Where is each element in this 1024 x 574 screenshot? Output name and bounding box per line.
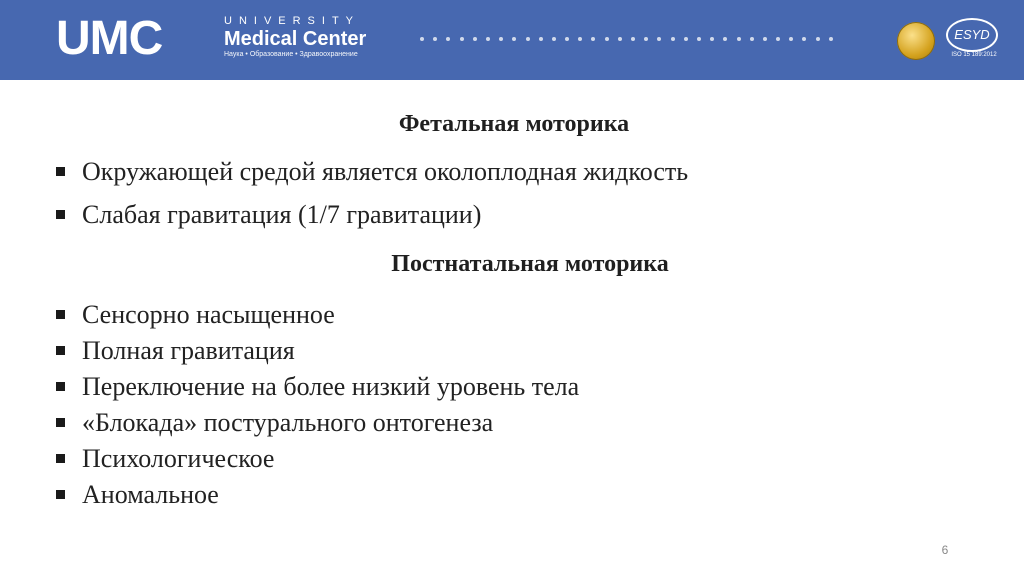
header-dot xyxy=(460,37,464,41)
bullet-square-icon xyxy=(56,418,65,427)
list-item-text: Аномальное xyxy=(82,480,219,509)
header-dot xyxy=(802,37,806,41)
bullet-square-icon xyxy=(56,346,65,355)
logo-university: UNIVERSITY xyxy=(224,15,361,27)
header-dot xyxy=(789,37,793,41)
header-dot xyxy=(605,37,609,41)
esyd-logo-text: ESYD xyxy=(946,18,998,52)
list-item-text: Слабая гравитация (1/7 гравитации) xyxy=(82,200,482,229)
slide-header xyxy=(0,0,1024,80)
header-dot xyxy=(512,37,516,41)
header-dot xyxy=(671,37,675,41)
list-item-text: Сенсорно насыщенное xyxy=(82,300,335,329)
list-item xyxy=(56,369,579,405)
page-number: 6 xyxy=(941,543,949,557)
list-item xyxy=(56,477,579,513)
bullet-square-icon xyxy=(56,454,65,463)
header-dot xyxy=(684,37,688,41)
heading-fetal-motor: Фетальная моторика xyxy=(398,111,630,137)
header-dot xyxy=(486,37,490,41)
header-dot xyxy=(565,37,569,41)
header-dot xyxy=(526,37,530,41)
header-dot xyxy=(657,37,661,41)
header-dot xyxy=(816,37,820,41)
heading-postnatal-motor: Постнатальная моторика xyxy=(391,251,669,277)
header-dot xyxy=(631,37,635,41)
fetal-motor-list xyxy=(56,154,688,240)
list-item xyxy=(56,405,579,441)
logo-medical-center: Medical Center xyxy=(224,28,367,50)
header-dot xyxy=(433,37,437,41)
list-item xyxy=(56,441,579,477)
list-item-text: Окружающей средой является околоплодная жидкость xyxy=(82,157,689,186)
list-item-text: «Блокада» постурального онтогенеза xyxy=(82,408,494,437)
header-dot xyxy=(499,37,503,41)
list-item xyxy=(56,154,688,197)
bullet-square-icon xyxy=(56,382,65,391)
header-dot xyxy=(737,37,741,41)
header-dot xyxy=(829,37,833,41)
header-dot xyxy=(776,37,780,41)
esyd-certification-logo xyxy=(944,18,1000,66)
header-dot xyxy=(591,37,595,41)
header-dot xyxy=(763,37,767,41)
list-item-text: Полная гравитация xyxy=(82,336,295,365)
iso-label: ISO 15 189:2012 xyxy=(951,52,997,58)
header-dot xyxy=(710,37,714,41)
header-dot xyxy=(618,37,622,41)
gold-seal-icon xyxy=(897,22,935,60)
list-item-text: Психологическое xyxy=(82,444,275,473)
logo-tagline: Наука • Образование • Здравоохранение xyxy=(224,51,358,58)
header-dotted-line xyxy=(420,37,850,43)
header-dot xyxy=(697,37,701,41)
logo-text-block xyxy=(224,14,366,60)
list-item xyxy=(56,333,579,369)
header-dot xyxy=(578,37,582,41)
logo-umc-wordmark: UMC xyxy=(56,12,163,65)
header-dot xyxy=(539,37,543,41)
bullet-square-icon xyxy=(56,210,65,219)
list-item xyxy=(56,297,579,333)
bullet-square-icon xyxy=(56,167,65,176)
header-dot xyxy=(644,37,648,41)
postnatal-motor-list xyxy=(56,297,579,513)
header-dot xyxy=(473,37,477,41)
header-dot xyxy=(552,37,556,41)
list-item-text: Переключение на более низкий уровень тела xyxy=(82,372,580,401)
bullet-square-icon xyxy=(56,490,65,499)
header-dot xyxy=(723,37,727,41)
header-dot xyxy=(446,37,450,41)
bullet-square-icon xyxy=(56,310,65,319)
list-item xyxy=(56,197,688,240)
header-dot xyxy=(750,37,754,41)
header-dot xyxy=(420,37,424,41)
